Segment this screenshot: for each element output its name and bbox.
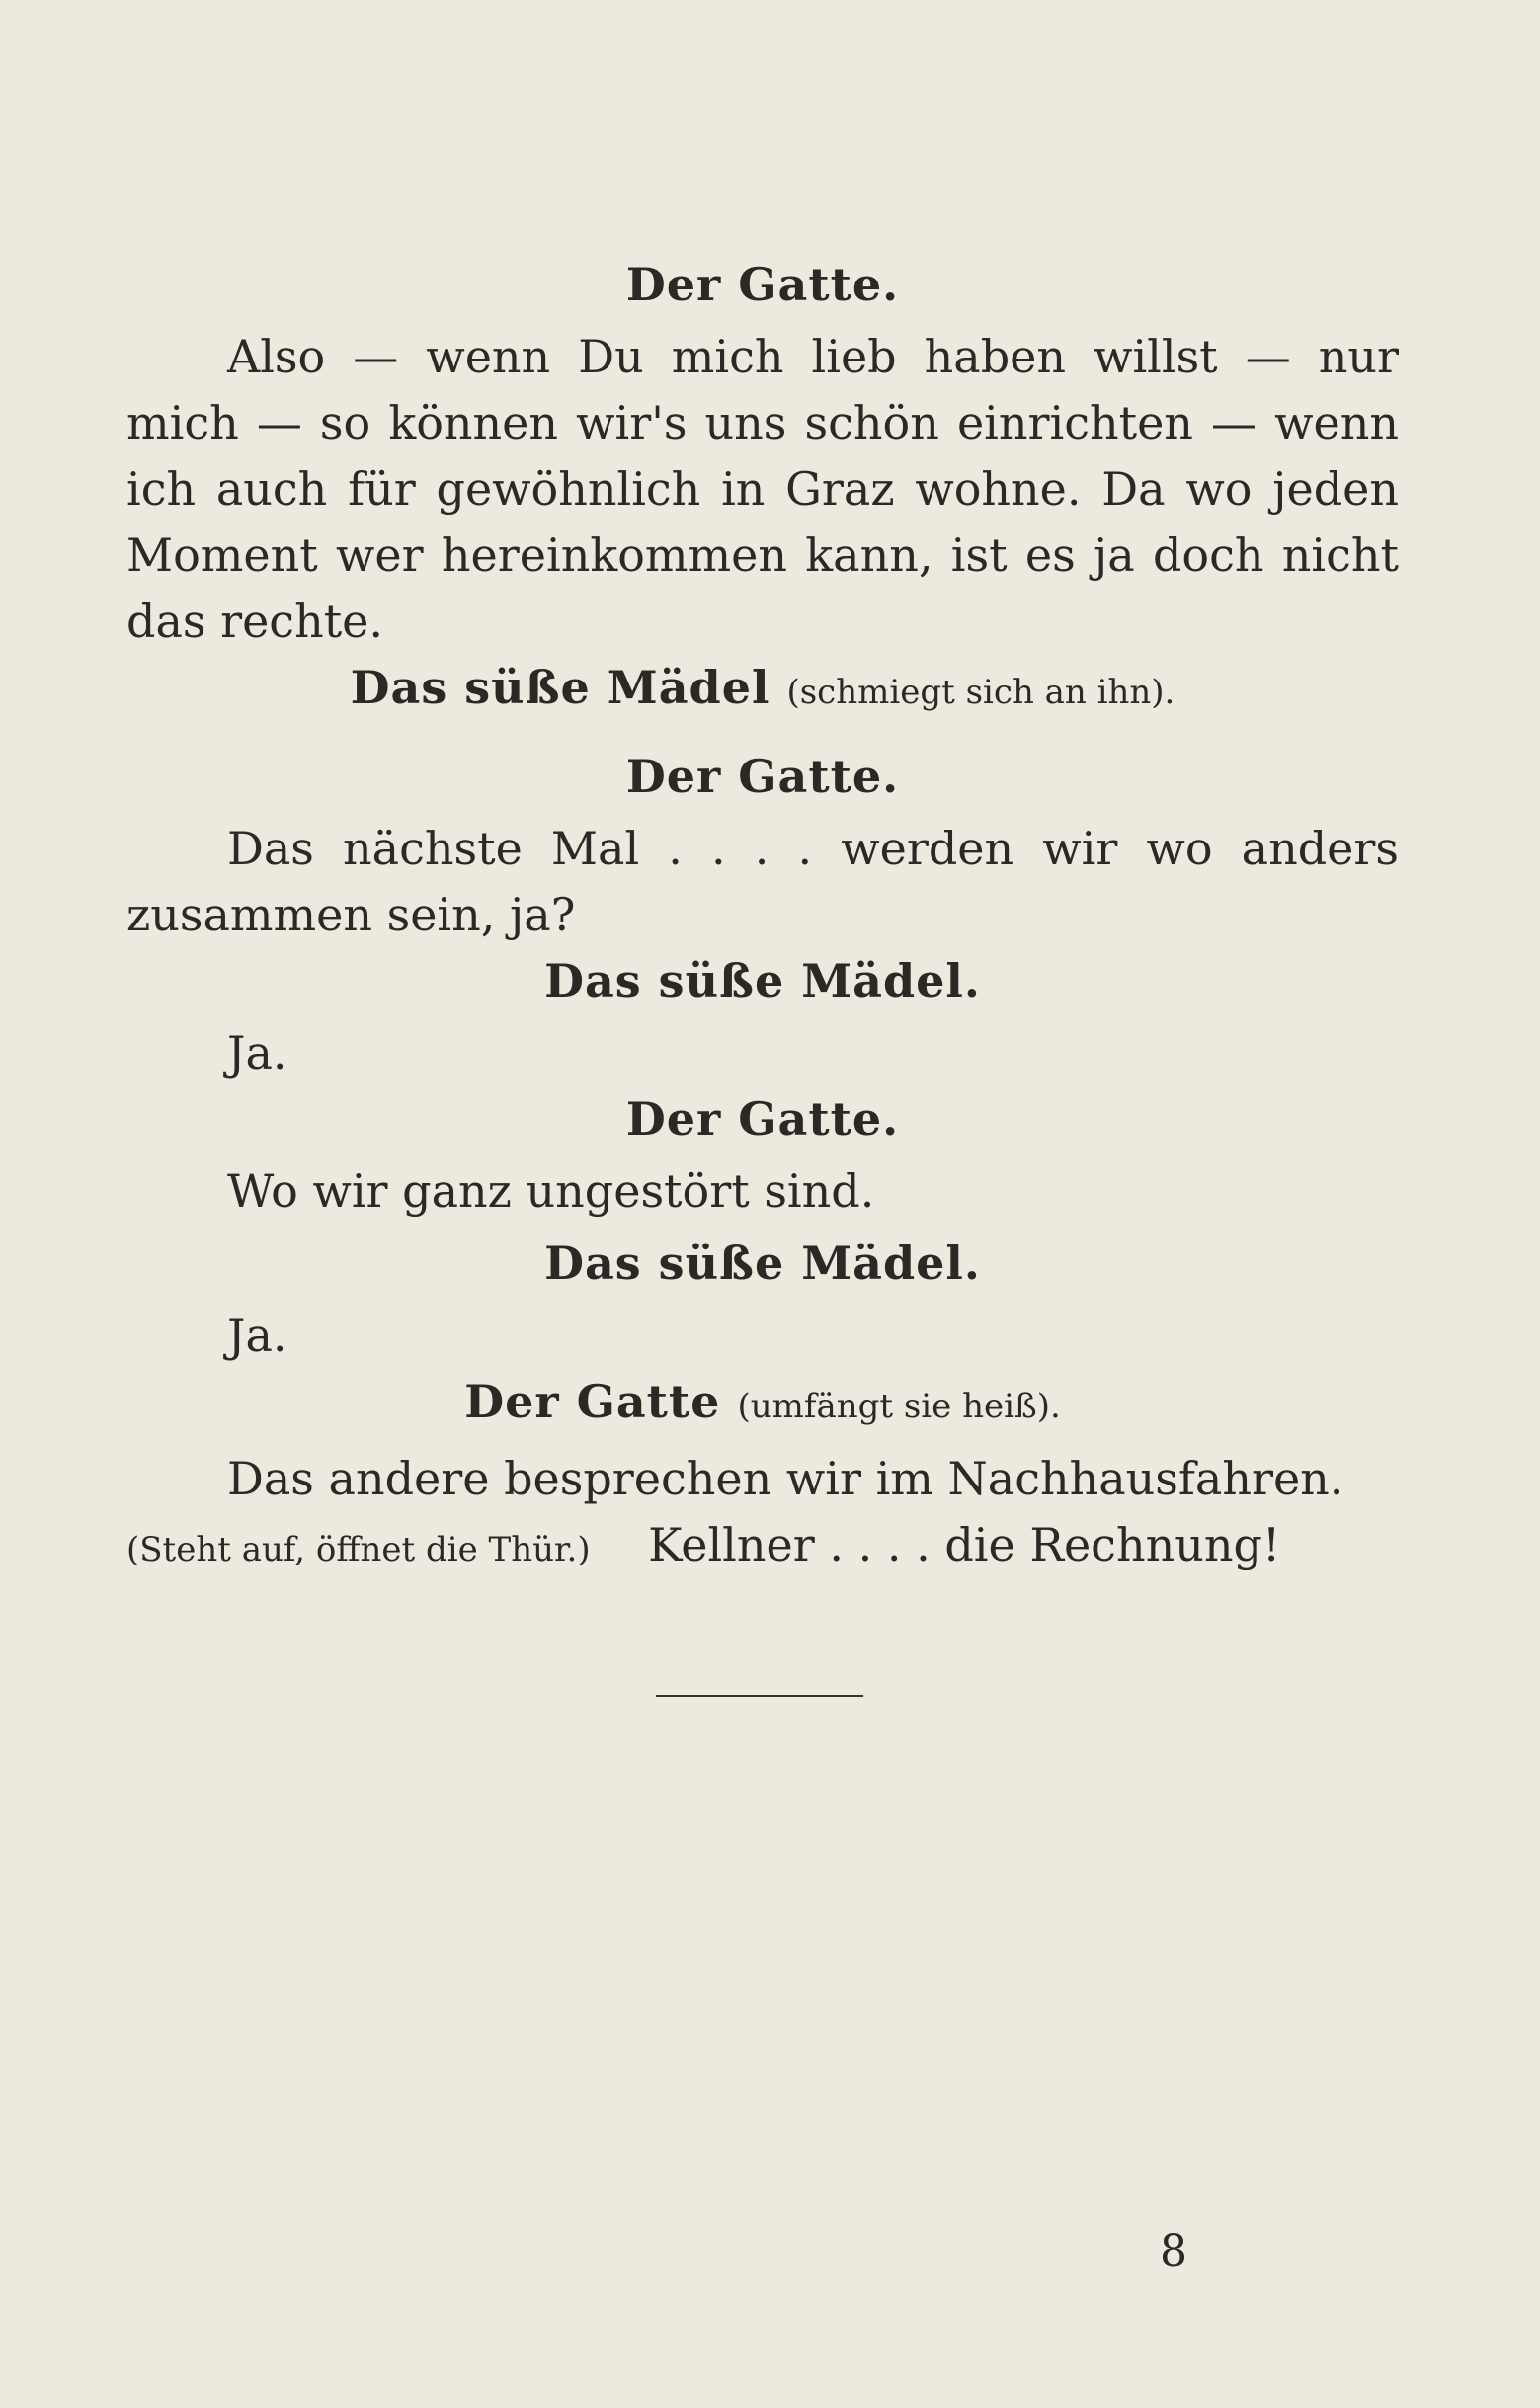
speaker-heading <box>126 655 1399 726</box>
speaker-heading <box>126 252 1399 318</box>
speaker-name: Das süße Mädel. <box>544 954 981 1007</box>
speech-text: Das nächste Mal . . . . werden wir wo anders zusammen sein, ja? <box>126 822 1399 941</box>
speech-text: Ja. <box>227 1309 287 1362</box>
speech-text: Also — wenn Du mich lieb haben willst — nur mich — so können wir's uns schön einrichten — wenn ich auch für gewöhnlich in Graz wohne. Da wo jeden Moment wer hereinkommen kann, ist es ja doch nicht das rechte. <box>126 330 1399 648</box>
stage-direction: (umfängt sie heiß). <box>737 1387 1061 1426</box>
speech-text: Ja. <box>227 1026 287 1080</box>
speaker-name: Das süße Mädel <box>350 661 770 714</box>
speaker-heading <box>126 948 1399 1014</box>
stage-direction: (schmiegt sich an ihn). <box>786 673 1175 712</box>
speech-text: Kellner . . . . die Rechnung! <box>648 1518 1281 1571</box>
speech-text: Wo wir ganz ungestört sind. <box>227 1164 875 1218</box>
speaker-heading <box>126 1231 1399 1297</box>
speaker-name: Der Gatte. <box>625 258 900 311</box>
speaker-name: Der Gatte <box>464 1375 721 1428</box>
dialogue-block <box>126 252 1399 1583</box>
speaker-heading <box>126 744 1399 810</box>
page-number: 8 <box>1160 2226 1187 2277</box>
stage-direction: (Steht auf, öffnet die Thür.) <box>126 1530 591 1569</box>
section-divider <box>656 1695 863 1697</box>
speech-with-stage-direction <box>126 1512 1399 1583</box>
speaker-heading <box>126 1369 1399 1440</box>
speaker-name: Das süße Mädel. <box>544 1237 981 1290</box>
speaker-name: Der Gatte. <box>625 1092 900 1146</box>
speech-text: Das andere besprechen wir im Nachhausfahren. <box>227 1452 1344 1505</box>
speaker-heading <box>126 1086 1399 1153</box>
speaker-name: Der Gatte. <box>625 750 900 803</box>
